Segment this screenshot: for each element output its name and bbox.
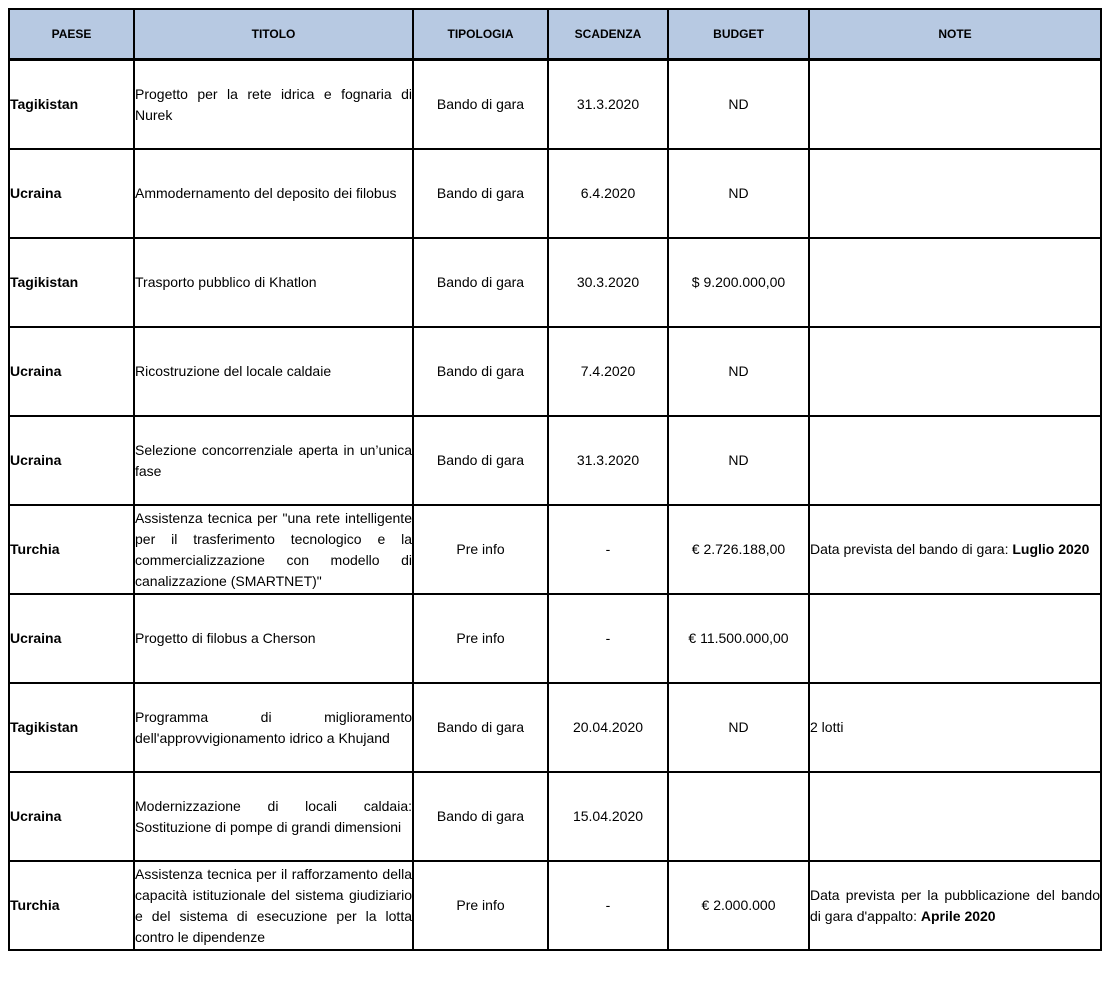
cell-tipologia: Pre info bbox=[413, 505, 548, 594]
cell-scadenza: 15.04.2020 bbox=[548, 772, 668, 861]
cell-budget: ND bbox=[668, 416, 809, 505]
cell-tipologia: Bando di gara bbox=[413, 683, 548, 772]
cell-scadenza: - bbox=[548, 505, 668, 594]
cell-scadenza: 20.04.2020 bbox=[548, 683, 668, 772]
table-row bbox=[9, 149, 1101, 238]
cell-titolo: Modernizzazione di locali caldaia: Sostituzione di pompe di grandi dimensioni bbox=[134, 772, 413, 861]
table-header bbox=[9, 9, 1101, 60]
cell-titolo: Programma di miglioramento dell'approvvigionamento idrico a Khujand bbox=[134, 683, 413, 772]
header-tipologia: TIPOLOGIA bbox=[413, 9, 548, 60]
cell-paese: Ucraina bbox=[9, 772, 134, 861]
table-row bbox=[9, 238, 1101, 327]
note-bold: Aprile 2020 bbox=[920, 907, 996, 924]
table-row bbox=[9, 416, 1101, 505]
cell-paese: Ucraina bbox=[9, 416, 134, 505]
cell-budget: $ 9.200.000,00 bbox=[668, 238, 809, 327]
cell-budget: € 11.500.000,00 bbox=[668, 594, 809, 683]
cell-paese: Tagikistan bbox=[9, 683, 134, 772]
cell-scadenza: 7.4.2020 bbox=[548, 327, 668, 416]
cell-note bbox=[809, 772, 1101, 861]
cell-tipologia: Bando di gara bbox=[413, 149, 548, 238]
tenders-table bbox=[8, 8, 1102, 951]
cell-titolo: Progetto per la rete idrica e fognaria di Nurek bbox=[134, 60, 413, 150]
cell-note bbox=[809, 683, 1101, 772]
note-text: Data prevista per la pubblicazione del bando di gara d'appalto: bbox=[810, 886, 1100, 924]
cell-scadenza: 6.4.2020 bbox=[548, 149, 668, 238]
header-scadenza: SCADENZA bbox=[548, 9, 668, 60]
table-row bbox=[9, 683, 1101, 772]
cell-budget: ND bbox=[668, 327, 809, 416]
cell-budget: ND bbox=[668, 60, 809, 150]
cell-titolo: Assistenza tecnica per "una rete intelligente per il trasferimento tecnologico e la commercializzazione con modello di canalizzazione (SMARTNET)" bbox=[134, 505, 413, 594]
cell-titolo: Ammodernamento del deposito dei filobus bbox=[134, 149, 413, 238]
table-row bbox=[9, 594, 1101, 683]
cell-budget: € 2.726.188,00 bbox=[668, 505, 809, 594]
cell-titolo: Progetto di filobus a Cherson bbox=[134, 594, 413, 683]
cell-note bbox=[809, 327, 1101, 416]
cell-titolo: Trasporto pubblico di Khatlon bbox=[134, 238, 413, 327]
cell-note bbox=[809, 60, 1101, 150]
cell-note bbox=[809, 861, 1101, 950]
cell-tipologia: Bando di gara bbox=[413, 238, 548, 327]
table-row bbox=[9, 772, 1101, 861]
cell-budget: ND bbox=[668, 683, 809, 772]
cell-note bbox=[809, 505, 1101, 594]
header-row bbox=[9, 9, 1101, 60]
table-row bbox=[9, 505, 1101, 594]
table-row bbox=[9, 327, 1101, 416]
cell-scadenza: - bbox=[548, 861, 668, 950]
cell-scadenza: 30.3.2020 bbox=[548, 238, 668, 327]
cell-paese: Turchia bbox=[9, 505, 134, 594]
cell-scadenza: 31.3.2020 bbox=[548, 60, 668, 150]
cell-tipologia: Pre info bbox=[413, 861, 548, 950]
cell-titolo: Selezione concorrenziale aperta in un’unica fase bbox=[134, 416, 413, 505]
cell-note bbox=[809, 594, 1101, 683]
cell-paese: Ucraina bbox=[9, 327, 134, 416]
cell-note bbox=[809, 238, 1101, 327]
cell-scadenza: - bbox=[548, 594, 668, 683]
note-bold: Luglio 2020 bbox=[1012, 541, 1090, 557]
table-body bbox=[9, 60, 1101, 951]
cell-note bbox=[809, 416, 1101, 505]
table-row bbox=[9, 861, 1101, 950]
header-paese: PAESE bbox=[9, 9, 134, 60]
cell-paese: Tagikistan bbox=[9, 238, 134, 327]
cell-tipologia: Bando di gara bbox=[413, 772, 548, 861]
cell-tipologia: Bando di gara bbox=[413, 327, 548, 416]
header-note: NOTE bbox=[809, 9, 1101, 60]
cell-paese: Ucraina bbox=[9, 149, 134, 238]
cell-scadenza: 31.3.2020 bbox=[548, 416, 668, 505]
note-text: Data prevista del bando di gara: bbox=[810, 541, 1013, 557]
cell-budget: € 2.000.000 bbox=[668, 861, 809, 950]
cell-paese: Tagikistan bbox=[9, 60, 134, 150]
cell-note bbox=[809, 149, 1101, 238]
cell-titolo: Assistenza tecnica per il rafforzamento della capacità istituzionale del sistema giudiziario e del sistema di esecuzione per la lotta contro le dipendenze bbox=[134, 861, 413, 950]
cell-paese: Ucraina bbox=[9, 594, 134, 683]
cell-budget: ND bbox=[668, 149, 809, 238]
note-text: 2 lotti bbox=[810, 719, 844, 735]
cell-tipologia: Pre info bbox=[413, 594, 548, 683]
cell-budget bbox=[668, 772, 809, 861]
table-row bbox=[9, 60, 1101, 150]
cell-tipologia: Bando di gara bbox=[413, 60, 548, 150]
header-budget: BUDGET bbox=[668, 9, 809, 60]
header-titolo: TITOLO bbox=[134, 9, 413, 60]
cell-tipologia: Bando di gara bbox=[413, 416, 548, 505]
cell-paese: Turchia bbox=[9, 861, 134, 950]
cell-titolo: Ricostruzione del locale caldaie bbox=[134, 327, 413, 416]
